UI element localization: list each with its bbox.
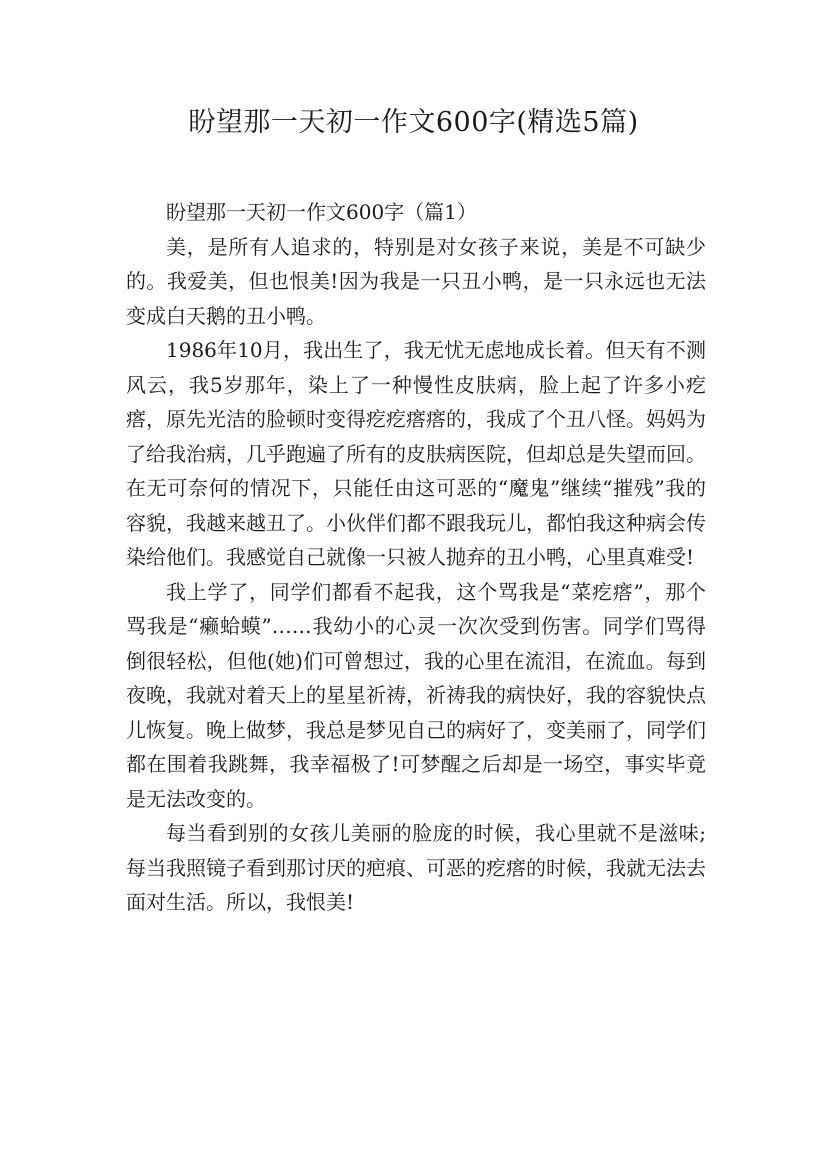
section-heading: 盼望那一天初一作文600字（篇1） [166,200,477,224]
body-paragraph: 我上学了，同学们都看不起我，这个骂我是“菜疙瘩”，那个骂我是“癞蛤蟆”……我幼小的心灵一次次受到伤害。同学们骂得倒很轻松，但他(她)们可曾想过，我的心里在流泪，在流血。每到夜晚，我就对着天上的星星祈祷，祈祷我的病快好，我的容貌快点儿恢复。晚上做梦，我总是梦见自己的病好了，变美丽了，同学们都在围着我跳舞，我幸福极了!可梦醒之后却是一场空，事实毕竟是无法改变的。 [126,579,706,811]
body-paragraph: 1986年10月，我出生了，我无忧无虑地成长着。但天有不测风云，我5岁那年，染上了一种慢性皮肤病，脸上起了许多小疙瘩，原先光洁的脸顿时变得疙疙瘩瘩的，我成了个丑八怪。妈妈为了给我治病，几乎跑遍了所有的皮肤病医院，但却总是失望而回。在无可奈何的情况下，只能任由这可恶的“魔鬼”继续“摧残”我的容貌，我越来越丑了。小伙伴们都不跟我玩儿，都怕我这种病会传染给他们。我感觉自己就像一只被人抛弃的丑小鸭，心里真难受! [126,338,706,569]
body-paragraph: 美，是所有人追求的，特别是对女孩子来说，美是不可缺少的。我爱美，但也恨美!因为我是一只丑小鸭，是一只永远也无法变成白天鹅的丑小鸭。 [126,234,706,328]
document-title: 盼望那一天初一作文600字(精选5篇) [188,107,639,138]
body-paragraph: 每当看到别的女孩儿美丽的脸庞的时候，我心里就不是滋味;每当我照镜子看到那讨厌的疤痕、可恶的疙瘩的时候，我就无法去面对生活。所以，我恨美! [126,821,706,914]
document-body [126,195,706,920]
